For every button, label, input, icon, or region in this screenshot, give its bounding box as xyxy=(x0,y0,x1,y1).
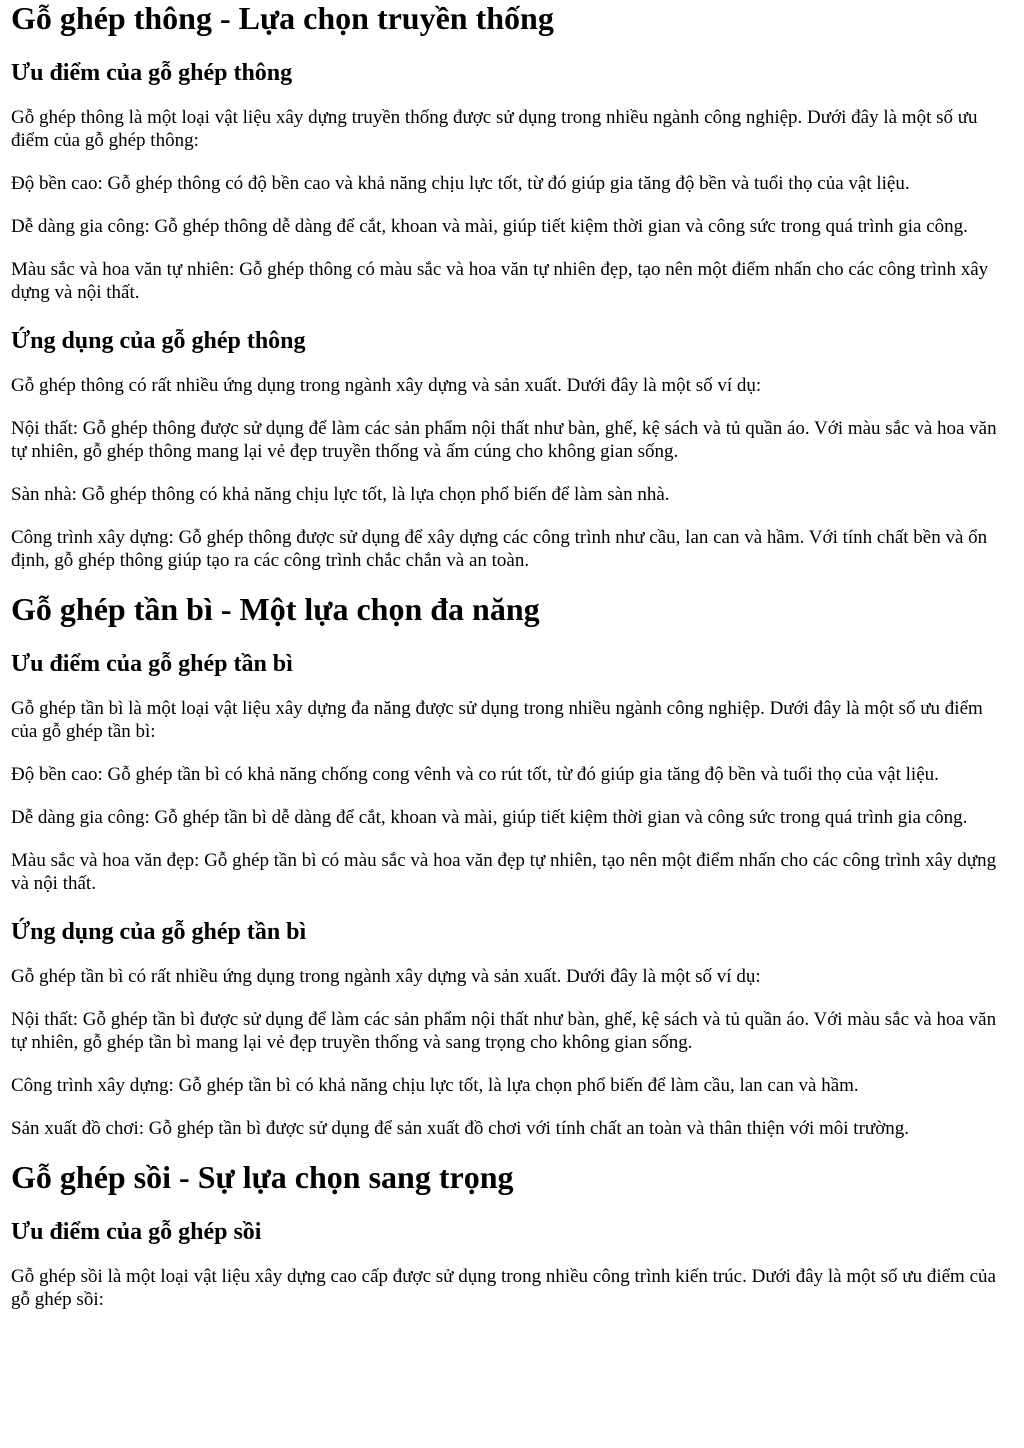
paragraph: Công trình xây dựng: Gỗ ghép thông được sử dụng để xây dựng các công trình như cầu, lan can và hầm. Với tính chất bền và ổn định, gỗ ghép thông giúp tạo ra các công trình chắc chắn và an toàn. xyxy=(11,527,988,571)
section-oak xyxy=(11,1159,1012,1311)
advantages-heading: Ưu điểm của gỗ ghép tần bì xyxy=(11,651,293,677)
paragraph: Nội thất: Gỗ ghép tần bì được sử dụng để làm các sản phẩm nội thất như bàn, ghế, kệ sách và tủ quần áo. Với màu sắc và hoa văn tự nhiên, gỗ ghép tần bì mang lại vẻ đẹp truyền thống và sang trọng cho không gian sống. xyxy=(11,1009,997,1053)
paragraph: Màu sắc và hoa văn tự nhiên: Gỗ ghép thông có màu sắc và hoa văn tự nhiên đẹp, tạo nên một điểm nhấn cho các công trình xây dựng và nội thất. xyxy=(11,259,989,303)
paragraph: Dễ dàng gia công: Gỗ ghép tần bì dễ dàng để cắt, khoan và mài, giúp tiết kiệm thời gian và công sức trong quá trình gia công. xyxy=(11,807,968,828)
paragraph: Độ bền cao: Gỗ ghép tần bì có khả năng chống cong vênh và co rút tốt, từ đó giúp gia tăng độ bền và tuổi thọ của vật liệu. xyxy=(11,764,939,785)
paragraph: Gỗ ghép thông là một loại vật liệu xây dựng truyền thống được sử dụng trong nhiều ngành công nghiệp. Dưới đây là một số ưu điểm của gỗ ghép thông: xyxy=(11,107,978,151)
section-pine xyxy=(11,0,1012,572)
paragraph: Dễ dàng gia công: Gỗ ghép thông dễ dàng để cắt, khoan và mài, giúp tiết kiệm thời gian và công sức trong quá trình gia công. xyxy=(11,216,968,237)
section-ash xyxy=(11,591,1012,1140)
section-title: Gỗ ghép thông - Lựa chọn truyền thống xyxy=(11,0,554,36)
paragraph: Sản xuất đồ chơi: Gỗ ghép tần bì được sử dụng để sản xuất đồ chơi với tính chất an toàn và thân thiện với môi trường. xyxy=(11,1118,909,1139)
applications-heading: Ứng dụng của gỗ ghép thông xyxy=(11,328,306,354)
advantages-heading: Ưu điểm của gỗ ghép thông xyxy=(11,60,293,86)
advantages-heading: Ưu điểm của gỗ ghép sồi xyxy=(11,1219,262,1245)
section-title: Gỗ ghép tần bì - Một lựa chọn đa năng xyxy=(11,591,540,627)
section-title: Gỗ ghép sồi - Sự lựa chọn sang trọng xyxy=(11,1159,514,1195)
paragraph: Độ bền cao: Gỗ ghép thông có độ bền cao và khả năng chịu lực tốt, từ đó giúp gia tăng độ bền và tuổi thọ của vật liệu. xyxy=(11,173,910,194)
paragraph: Màu sắc và hoa văn đẹp: Gỗ ghép tần bì có màu sắc và hoa văn đẹp tự nhiên, tạo nên một điểm nhấn cho các công trình xây dựng và nội thất. xyxy=(11,850,997,894)
paragraph: Công trình xây dựng: Gỗ ghép tần bì có khả năng chịu lực tốt, là lựa chọn phổ biến để làm cầu, lan can và hầm. xyxy=(11,1075,859,1096)
paragraph: Gỗ ghép tần bì là một loại vật liệu xây dựng đa năng được sử dụng trong nhiều ngành công nghiệp. Dưới đây là một số ưu điểm của gỗ ghép tần bì: xyxy=(11,698,983,742)
paragraph: Gỗ ghép tần bì có rất nhiều ứng dụng trong ngành xây dựng và sản xuất. Dưới đây là một số ví dụ: xyxy=(11,966,761,987)
paragraph: Gỗ ghép thông có rất nhiều ứng dụng trong ngành xây dựng và sản xuất. Dưới đây là một số ví dụ: xyxy=(11,375,762,396)
paragraph: Gỗ ghép sồi là một loại vật liệu xây dựng cao cấp được sử dụng trong nhiều công trình kiến trúc. Dưới đây là một số ưu điểm của gỗ ghép sồi: xyxy=(11,1266,996,1310)
applications-heading: Ứng dụng của gỗ ghép tần bì xyxy=(11,919,307,945)
paragraph: Sàn nhà: Gỗ ghép thông có khả năng chịu lực tốt, là lựa chọn phổ biến để làm sàn nhà. xyxy=(11,484,670,505)
paragraph: Nội thất: Gỗ ghép thông được sử dụng để làm các sản phẩm nội thất như bàn, ghế, kệ sách và tủ quần áo. Với màu sắc và hoa văn tự nhiên, gỗ ghép thông mang lại vẻ đẹp truyền thống và ấm cúng cho không gian sống. xyxy=(11,418,997,462)
